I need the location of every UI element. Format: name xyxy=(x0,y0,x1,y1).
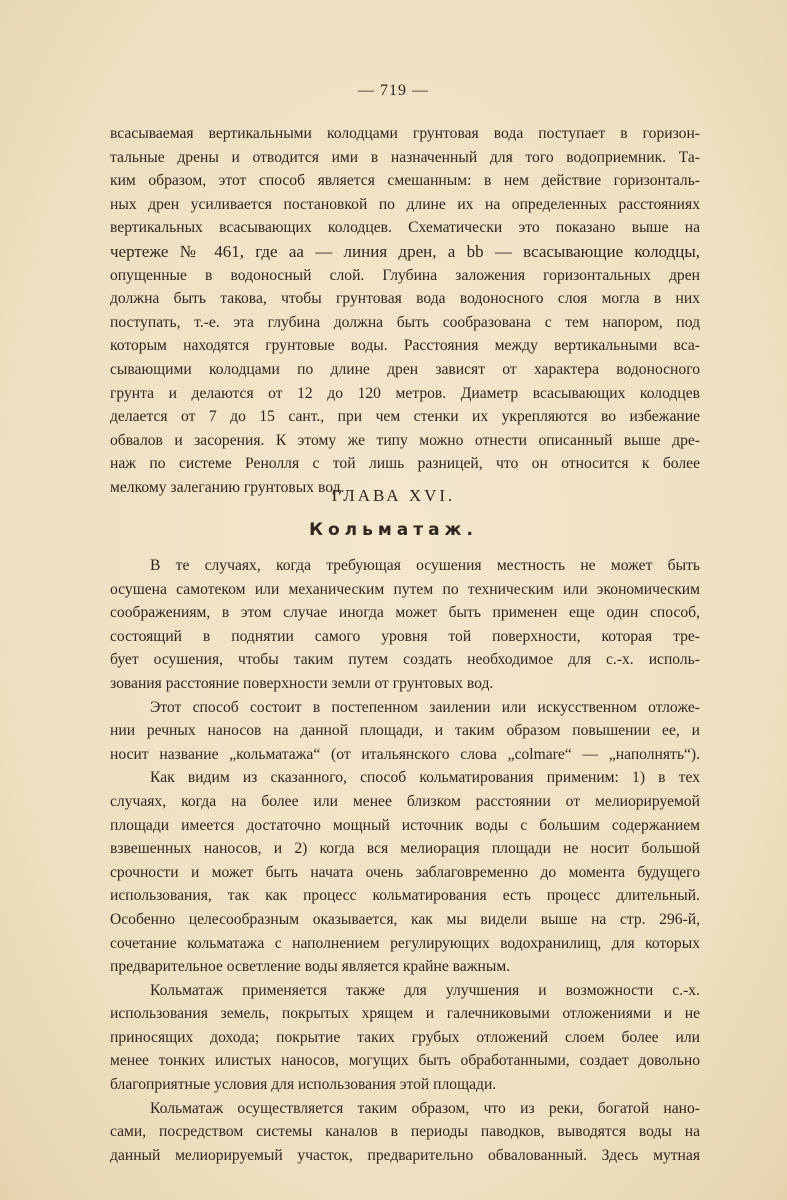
text-line: В те случаях, когда требующая осушения местность не может быть xyxy=(150,557,700,574)
text-line: Как видим из сказанного, способ кольматирования применим: 1) в тех xyxy=(150,769,700,787)
text-line: приносящих дохода; покрытие таких грубых отложений слоем более или xyxy=(110,1028,700,1046)
text-line: делается от 7 до 15 сант., при чем стенки их укрепляются во избежание xyxy=(110,408,700,426)
text-line: всасываемая вертикальными колодцами грунтовая вода поступает в горизон- xyxy=(110,125,700,142)
text-line: грунта и делаются от 12 до 120 метров. Диаметр всасывающих колодцев xyxy=(110,384,700,402)
text-line: Кольматаж осуществляется таким образом, что из реки, богатой нано- xyxy=(150,1099,700,1117)
text-line: Кольматаж применяется также для улучшения и возможности с.-х. xyxy=(150,981,700,999)
text-line: использования, так как процесс кольматирования есть процесс длительный. xyxy=(110,887,700,905)
text-line: взвешенных наносов, и 2) когда вся мелиорация площади не носит большой xyxy=(110,840,700,858)
text-line: срочности и может быть начата очень заблаговременно до момента будущего xyxy=(110,863,700,881)
text-line: поступать, т.-е. эта глубина должна быть сообразована с тем напором, под xyxy=(110,313,700,331)
text-line: вертикальных всасывающих колодцев. Схематически это показано выше на xyxy=(110,219,700,237)
section-body xyxy=(110,554,700,1167)
text-line: сывающими колодцами по длине дрен зависят от характера водоносного xyxy=(110,360,700,378)
chapter-heading: ГЛАВА XVI. xyxy=(331,486,456,505)
text-line: осушена самотеком или механическим путем по техническим или экономическим xyxy=(110,580,700,598)
text-line: нии речных наносов на данной площади, и таким образом повышении ее, и xyxy=(110,722,700,740)
text-line: бует осушения, чтобы таким путем создать необходимое для с.-х. исполь- xyxy=(110,651,700,669)
text-line: зования расстояние поверхности земли от грунтовых вод. xyxy=(110,674,494,692)
text-line: которым находятся грунтовые воды. Расстояния между вертикальными вса- xyxy=(110,337,700,355)
text-line: благоприятные условия для использования этой площади. xyxy=(110,1076,497,1094)
text-line: тальные дрены и отводится ими в назначенный для того водоприемник. Та- xyxy=(110,148,700,166)
section-title: Кольматаж. xyxy=(309,520,478,540)
text-line: ким образом, этот способ является смешанным: в нем действие горизонталь- xyxy=(110,172,700,190)
text-line: соображениям, в этом случае иногда может быть применен еще один способ, xyxy=(110,604,700,622)
text-line: носит название „кольматажа“ (от итальянского слова „colmare“ — „наполнять“). xyxy=(110,745,700,763)
text-line: менее тонких илистых наносов, могущих быть обработанными, создает довольно xyxy=(110,1052,700,1070)
text-line: мелкому залеганию грунтовых вод. xyxy=(110,478,345,496)
page-number: — 719 — xyxy=(358,82,429,99)
text-line: Этот способ состоит в постепенном заилении или искусственном отложе- xyxy=(150,698,700,716)
text-line: сочетание кольматажа с наполнением регулирующих водохранилищ, для которых xyxy=(110,934,700,952)
text-line: состоящий в поднятии самого уровня той поверхности, которая тре- xyxy=(110,627,700,645)
text-line: опущенные в водоносный слой. Глубина заложения горизонтальных дрен xyxy=(110,266,700,284)
text-line: данный мелиорируемый участок, предварительно обвалованный. Здесь мутная xyxy=(110,1146,700,1164)
text-line: Особенно целесообразным оказывается, как мы видели выше на стр. 296-й, xyxy=(110,910,700,928)
text-line: чертеже № 461, где аа — линия дрен, а bb — всасывающие колодцы, xyxy=(110,241,700,261)
text-line: наж по системе Ренолля с той лишь разницей, что он относится к более xyxy=(110,455,700,473)
text-line: должна быть такова, чтобы грунтовая вода водоносного слоя могла в них xyxy=(110,290,700,308)
text-line: предварительное осветление воды является крайне важным. xyxy=(110,958,511,976)
text-line: обвалов и засорения. К этому же типу можно отнести описанный выше дре- xyxy=(110,431,700,449)
paragraph-continuation xyxy=(110,122,700,500)
text-line: ных дрен усиливается постановкой по длине их на определенных расстояниях xyxy=(110,195,700,213)
text-line: площади имеется достаточно мощный источник воды с большим содержанием xyxy=(110,816,700,834)
text-line: сами, посредством системы каналов в периоды паводков, выводятся воды на xyxy=(110,1123,700,1141)
text-line: использования земель, покрытых хрящем и галечниковыми отложениями и не xyxy=(110,1005,700,1023)
text-line: случаях, когда на более или менее близком расстоянии от мелиорируемой xyxy=(110,792,700,810)
